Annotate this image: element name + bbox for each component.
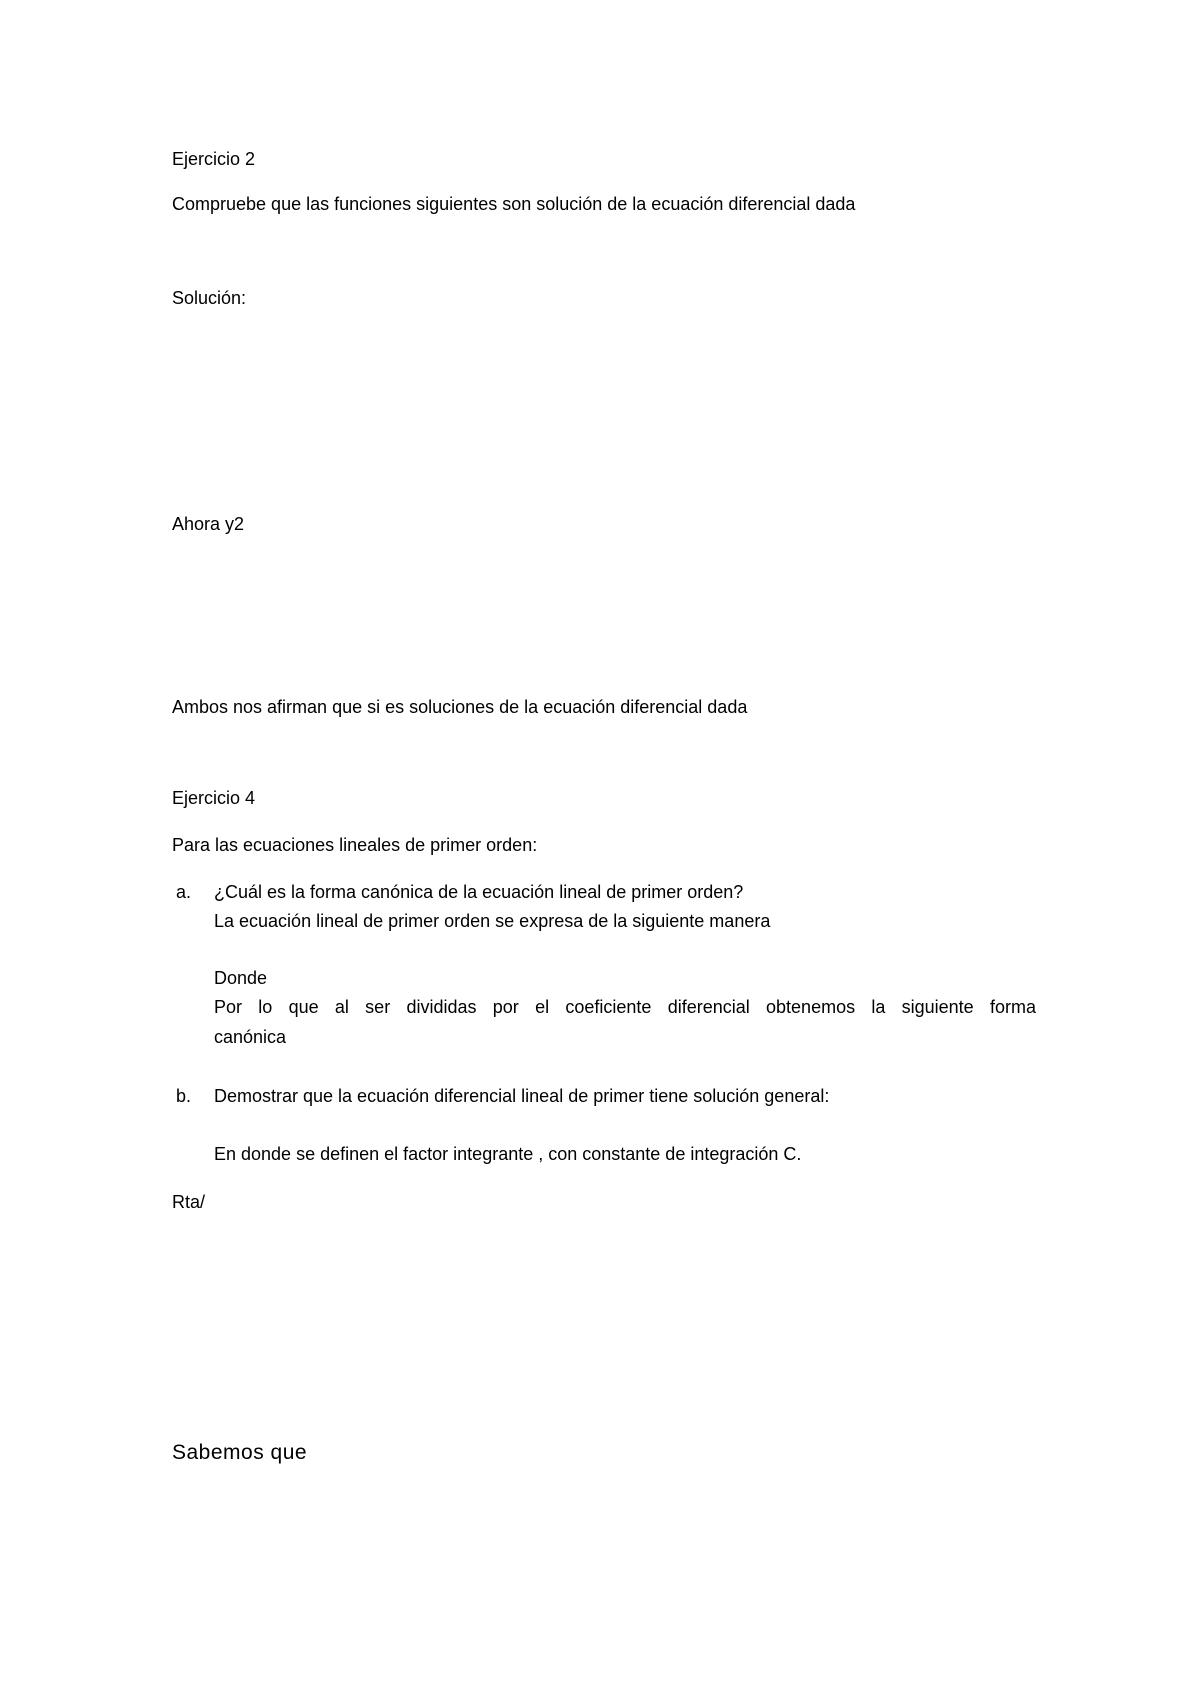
list-marker-b: b. [176,1086,192,1106]
exercise-4-title: Ejercicio 4 [172,788,256,808]
sabemos-que-text: Sabemos que [172,1441,308,1464]
item-a-donde: Donde [214,968,268,988]
exercise-2-title: Ejercicio 2 [172,149,256,169]
exercise-4-intro: Para las ecuaciones lineales de primer orden: [172,835,538,855]
exercise-2-statement: Compruebe que las funciones siguientes son solución de la ecuación diferencial dada [172,194,856,214]
list-marker-a: a. [176,882,192,902]
item-a-line4: canónica [214,1027,287,1047]
item-b-question: Demostrar que la ecuación diferencial lineal de primer tiene solución general: [214,1086,830,1106]
solution-label: Solución: [172,288,247,308]
exercise-2-conclusion: Ambos nos afirman que si es soluciones de la ecuación diferencial dada [172,697,748,717]
rta-label: Rta/ [172,1192,206,1212]
item-a-question: ¿Cuál es la forma canónica de la ecuación lineal de primer orden? [214,882,744,902]
item-a-line3: Por lo que al ser divididas por el coeficiente diferencial obtenemos la siguiente forma [214,997,1036,1017]
item-b-line1: En donde se definen el factor integrante , con constante de integración C. [214,1144,802,1164]
now-y2-label: Ahora y2 [172,514,245,534]
item-a-line1: La ecuación lineal de primer orden se expresa de la siguiente manera [214,911,771,931]
